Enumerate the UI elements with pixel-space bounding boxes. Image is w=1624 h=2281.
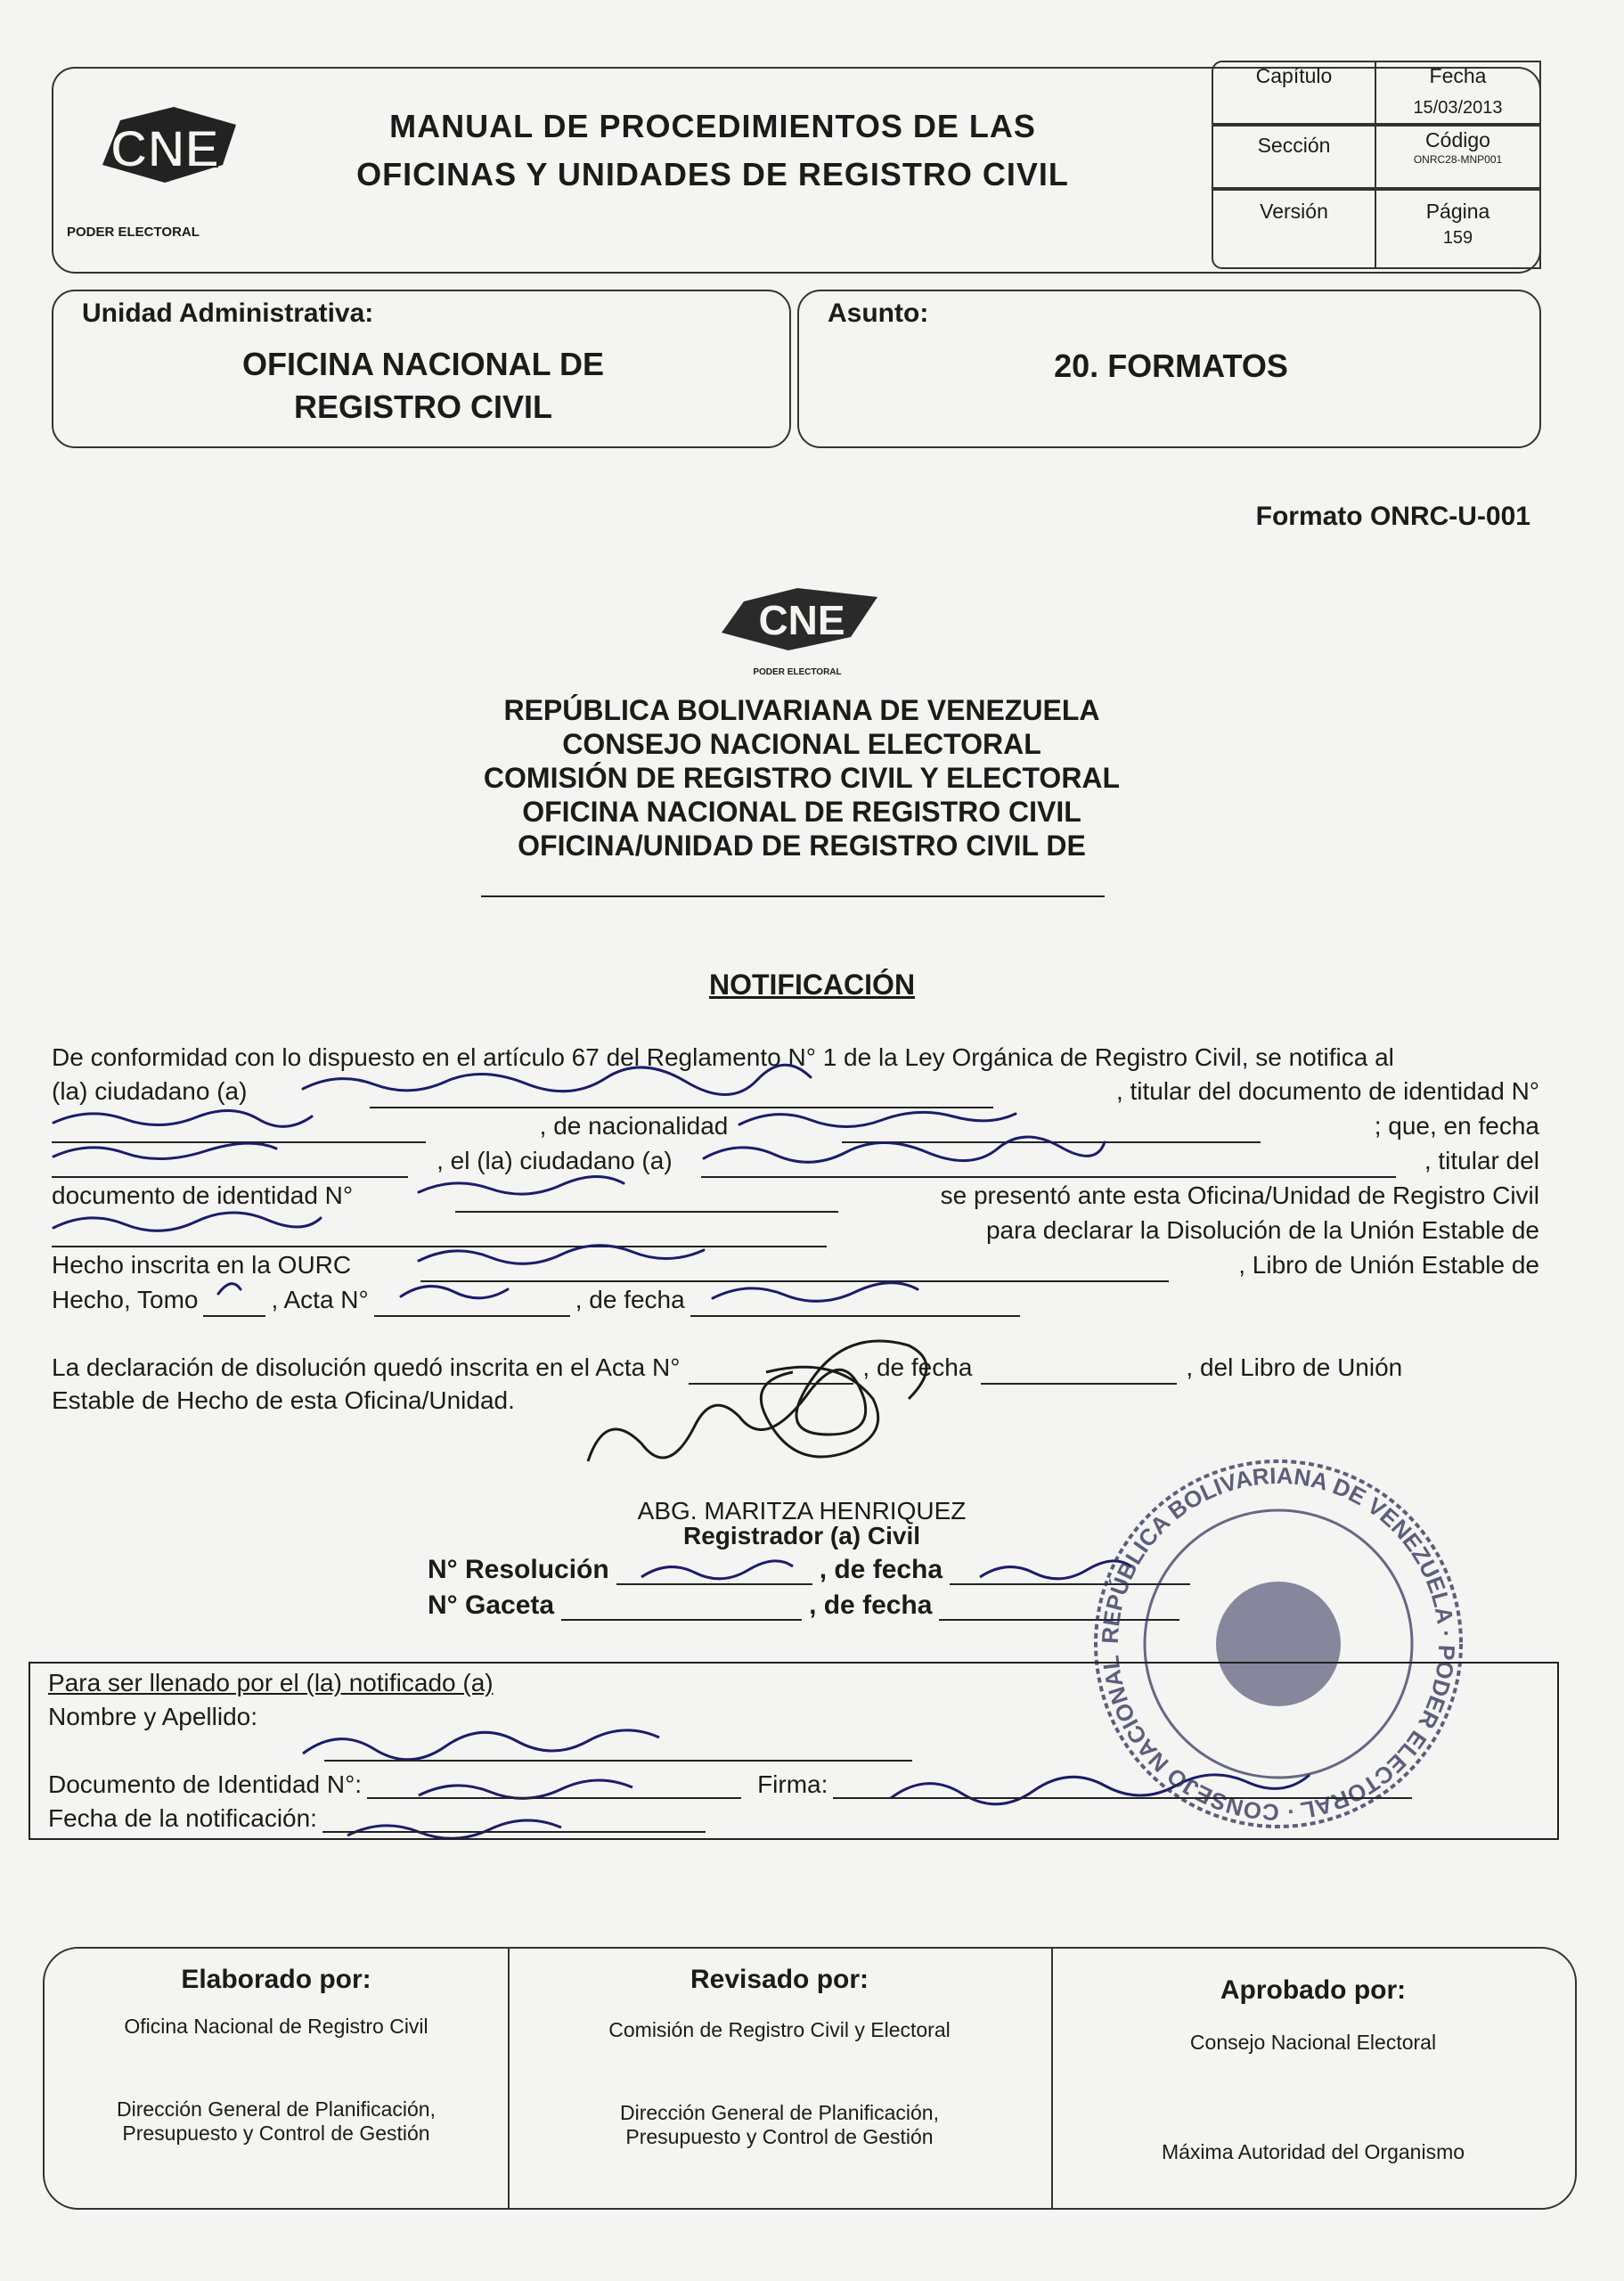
resolucion-row	[428, 1555, 1190, 1585]
notified-date-row	[48, 1804, 706, 1833]
registrar-role: Registrador (a) Civil	[682, 1522, 921, 1549]
footer-box	[43, 1947, 1577, 2210]
institution-logo-text: CNE	[758, 597, 845, 643]
pagina-value: 159	[1442, 228, 1473, 248]
elaborado-2a: Dirección General de Planificación,	[117, 2097, 436, 2121]
body-p1-b1: (la) ciudadano (a)	[52, 1077, 248, 1105]
aprobado-label: Aprobado por:	[1220, 1975, 1407, 2005]
unit-value-line2: REGISTRO CIVIL	[293, 388, 553, 425]
body-p2-a3: , del Libro de Unión	[1186, 1353, 1403, 1381]
revisado-2a: Dirección General de Planificación,	[620, 2101, 939, 2124]
body-p1-h3: , de fecha	[575, 1286, 685, 1313]
cne-logo-sub: PODER ELECTORAL	[67, 225, 200, 240]
body-p1-h1: Hecho, Tomo	[52, 1286, 199, 1313]
gaceta-row	[428, 1590, 1179, 1621]
blank-notified-name[interactable]	[324, 1760, 912, 1762]
blank-notified-date[interactable]	[322, 1804, 706, 1833]
notified-name-label: Nombre y Apellido:	[48, 1703, 258, 1730]
blank-gaceta[interactable]	[561, 1590, 802, 1621]
unit-label: Unidad Administrativa:	[82, 298, 374, 328]
fecha-label: Fecha	[1429, 64, 1487, 87]
body-p1-c2: ; que, en fecha	[1374, 1112, 1539, 1140]
seal-text: REPÚBLICA BOLIVARIANA DE VENEZUELA · PODER ELECTORAL · CONSEJO NACIONAL ELECTORAL · COMISIÓN DE REGISTRO CIVIL Y ELECTORAL	[1073, 1427, 1461, 1827]
blank-resolucion[interactable]	[616, 1555, 812, 1585]
seccion-label: Sección	[1257, 134, 1331, 157]
body-p1-e1: documento de identidad N°	[52, 1181, 354, 1209]
pagina-label: Página	[1425, 200, 1490, 223]
institution-logo-sub: PODER ELECTORAL	[753, 667, 842, 677]
body-p1-e2: se presentó ante esta Oficina/Unidad de Registro Civil	[940, 1181, 1539, 1209]
footer-elaborado	[45, 1965, 508, 2146]
gaceta-label: N° Gaceta	[428, 1590, 555, 1620]
body-p1-d2: , titular del	[1424, 1147, 1539, 1174]
notified-firma-label: Firma:	[757, 1770, 828, 1798]
institution-line4: OFICINA NACIONAL DE REGISTRO CIVIL	[522, 796, 1081, 828]
notified-date-label: Fecha de la notificación:	[48, 1804, 317, 1832]
institution-line2: CONSEJO NACIONAL ELECTORAL	[562, 728, 1041, 760]
body-p1-d1: , el (la) ciudadano (a)	[437, 1147, 673, 1174]
elaborado-label: Elaborado por:	[181, 1965, 371, 1994]
body-p1-a: De conformidad con lo dispuesto en el artículo 67 del Reglamento N° 1 de la Ley Orgánica de Registro Civil, se notifica al	[52, 1043, 1394, 1071]
revisado-label: Revisado por:	[690, 1965, 869, 1994]
elaborado-1: Oficina Nacional de Registro Civil	[124, 2015, 428, 2038]
blank-notified-id[interactable]	[367, 1770, 741, 1799]
footer-aprobado	[1051, 1975, 1575, 2164]
gaceta-fecha-label: , de fecha	[809, 1590, 933, 1620]
codigo-value: ONRC28-MNP001	[1413, 153, 1503, 166]
institution-line5: OFICINA/UNIDAD DE REGISTRO CIVIL DE	[518, 830, 1086, 862]
manual-title-line2: OFICINAS Y UNIDADES DE REGISTRO CIVIL	[356, 156, 1069, 192]
notified-id-row	[48, 1770, 1412, 1799]
institution-line1: REPÚBLICA BOLIVARIANA DE VENEZUELA	[503, 694, 1100, 726]
aprobado-1: Consejo Nacional Electoral	[1189, 2031, 1437, 2054]
notified-box	[29, 1662, 1559, 1840]
body-p2-b: Estable de Hecho de esta Oficina/Unidad.	[52, 1386, 515, 1414]
resolucion-fecha-label: , de fecha	[819, 1555, 943, 1584]
footer-revisado	[508, 1965, 1051, 2149]
institution-line3: COMISIÓN DE REGISTRO CIVIL Y ELECTORAL	[483, 762, 1121, 794]
registrar-name: ABG. MARITZA HENRIQUEZ	[637, 1497, 967, 1525]
blank-notified-firma[interactable]	[833, 1770, 1412, 1799]
codigo-label: Código	[1425, 128, 1490, 151]
resolucion-label: N° Resolución	[428, 1555, 609, 1584]
version-label: Versión	[1260, 200, 1328, 223]
revisado-1: Comisión de Registro Civil y Electoral	[608, 2018, 951, 2041]
body-p1-h2: , Acta N°	[271, 1286, 369, 1313]
body-p2-a1: La declaración de disolución quedó inscrita en el Acta N°	[52, 1353, 681, 1381]
registrar-block	[535, 1497, 1069, 1550]
body-p1-f1: para declarar la Disolución de la Unión Estable de	[985, 1216, 1539, 1244]
body-p1-b2: , titular del documento de identidad N°	[1115, 1077, 1539, 1105]
cne-logo-text: CNE	[110, 120, 220, 178]
aprobado-2: Máxima Autoridad del Organismo	[1161, 2140, 1465, 2163]
format-code: Formato ONRC-U-001	[1255, 502, 1530, 531]
body-p2-a2: , de fecha	[862, 1353, 973, 1381]
subject-label: Asunto:	[828, 298, 929, 328]
body-p1-c1: , de nacionalidad	[539, 1112, 729, 1140]
unit-value-line1: OFICINA NACIONAL DE	[241, 346, 604, 382]
body-p1-g1: Hecho inscrita en la OURC	[52, 1251, 352, 1279]
subject-value: 20. FORMATOS	[1054, 347, 1288, 384]
elaborado-2b: Presupuesto y Control de Gestión	[122, 2122, 430, 2145]
capitulo-label: Capítulo	[1255, 64, 1333, 87]
manual-title-line1: MANUAL DE PROCEDIMIENTOS DE LAS	[389, 108, 1036, 144]
notification-title: NOTIFICACIÓN	[708, 969, 916, 1001]
body-p1-g2: , Libro de Unión Estable de	[1238, 1251, 1539, 1279]
fecha-value: 15/03/2013	[1413, 98, 1503, 118]
revisado-2b: Presupuesto y Control de Gestión	[625, 2125, 934, 2148]
notified-id-label: Documento de Identidad N°:	[48, 1770, 363, 1798]
notified-heading: Para ser llenado por el (la) notificado (a)	[48, 1669, 494, 1696]
